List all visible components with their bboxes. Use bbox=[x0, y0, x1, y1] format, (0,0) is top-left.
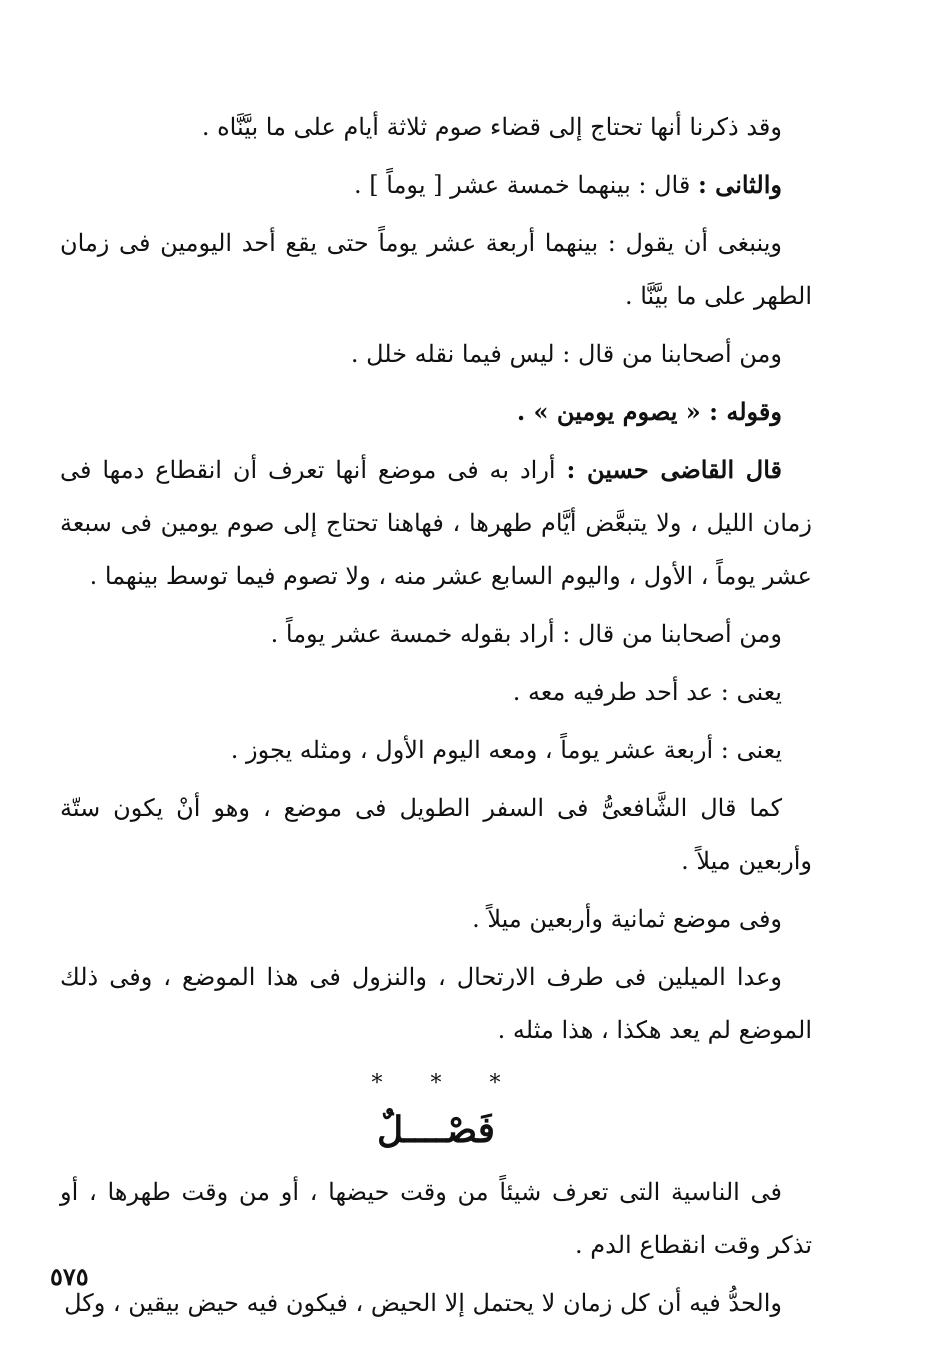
paragraph-1: وقد ذكرنا أنها تحتاج إلى قضاء صوم ثلاثة أيام على ما بيَّنَّاه . bbox=[201, 113, 782, 141]
paragraph-4: ومن أصحابنا من قال : ليس فيما نقله خلل . bbox=[350, 340, 782, 368]
paragraph-12: وعدا الميلين فى طرف الارتحال ، والنزول فى هذا الموضع ، وفى ذلك الموضع لم يعد هكذا ، هذا مثله . bbox=[60, 963, 812, 1044]
section-paragraph-1: فى الناسية التى تعرف شيئاً من وقت حيضها ، أو من وقت طهرها ، أو تذكر وقت انقطاع الدم . bbox=[60, 1178, 812, 1259]
page-body bbox=[60, 100, 812, 1334]
section-separator bbox=[60, 1067, 812, 1101]
paragraph-9: يعنى : أربعة عشر يوماً ، ومعه اليوم الأول ، ومثله يجوز . bbox=[230, 736, 782, 764]
paragraph-5: وقوله : « يصوم يومين » . bbox=[516, 397, 782, 426]
paragraph-2: والثانى : قال : بينهما خمسة عشر [ يوماً ] . bbox=[354, 170, 782, 199]
section-title: فَصْــــلٌ bbox=[377, 1109, 495, 1151]
paragraph-3: وينبغى أن يقول : بينهما أربعة عشر يوماً حتى يقع أحد اليومين فى زمان الطهر على ما بيَّنَّا . bbox=[60, 229, 812, 310]
paragraph-6: قال القاضى حسين : أراد به فى موضع أنها تعرف أن انقطاع دمها فى زمان الليل ، ولا يتبعَّض أيَّام طهرها ، فهاهنا تحتاج إلى صوم يومين فى سبعة عشر يوماً ، الأول ، واليوم السابع عشر منه ، ولا تصوم فيما توسط بينهما . bbox=[60, 455, 812, 590]
paragraph-10: كما قال الشَّافعىُّ فى السفر الطويل فى موضع ، وهو أنْ يكون ستّة وأربعين ميلاً . bbox=[60, 794, 812, 875]
asterisk-ornament: * bbox=[489, 1071, 501, 1096]
paragraph-7: ومن أصحابنا من قال : أراد بقوله خمسة عشر يوماً . bbox=[270, 620, 782, 648]
section-paragraph-2: والحدُّ فيه أن كل زمان لا يحتمل إلا الحيض ، فيكون فيه حيض بيقين ، وكل bbox=[64, 1289, 782, 1317]
asterisk-ornament: * bbox=[430, 1071, 442, 1096]
asterisk-ornament: * bbox=[371, 1071, 383, 1096]
paragraph-11: وفى موضع ثمانية وأربعين ميلاً . bbox=[472, 905, 782, 933]
page-number: ٥٧٥ bbox=[50, 1262, 89, 1291]
paragraph-8: يعنى : عد أحد طرفيه معه . bbox=[512, 678, 782, 706]
